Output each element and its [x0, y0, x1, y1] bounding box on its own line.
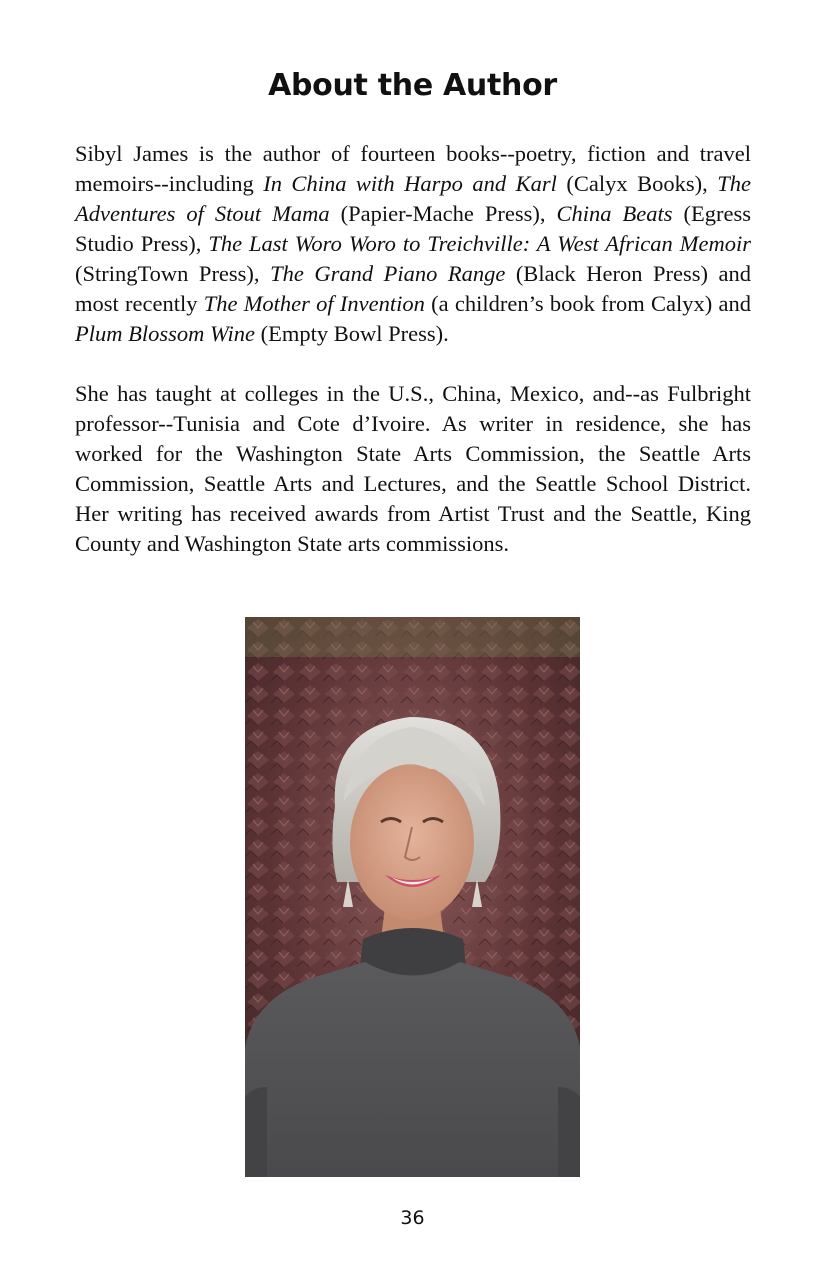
bio-text: (Calyx Books),: [556, 171, 718, 196]
author-bio-paragraph-2: She has taught at colleges in the U.S., China, Mexico, and--as Fulbright professor--Tunisia and Cote d’Ivoire. As writer in residence, she has worked for the Washington State Arts Commission, the Seattle Arts Commission, Seattle Arts and Lectures, and the Seattle School District. Her writing has received awards from Artist Trust and the Seattle, King County and Washington State arts commissions.: [75, 381, 751, 556]
author-photo: [245, 617, 580, 1177]
page-title: About the Author: [268, 68, 557, 103]
bio-text: (Empty Bowl Press).: [255, 321, 449, 346]
bio-text: (a children’s book from Calyx) and: [424, 291, 751, 316]
page-number: 36: [400, 1207, 425, 1229]
bio-text: (Egress Studio Press),: [75, 201, 751, 256]
book-title: The Last Woro Woro to Treichville: A West African Memoir: [208, 231, 751, 256]
bio-text: (StringTown Press),: [75, 261, 271, 286]
bio-text: Sibyl James is the author of fourteen books--poetry, fiction and travel memoirs--including: [75, 141, 751, 196]
book-title: Plum Blossom Wine: [75, 321, 255, 346]
author-bio-paragraph-1: [75, 139, 751, 349]
bio-text: (Papier-Mache Press),: [329, 201, 557, 226]
author-portrait-image: [245, 617, 580, 1177]
book-title: The Mother of Invention: [203, 291, 425, 316]
bio-text: (Black Heron Press) and most recently: [75, 261, 752, 316]
book-title: The Grand Piano Range: [270, 261, 506, 286]
book-title: China Beats: [556, 201, 673, 226]
book-title: The Adventures of Stout Mama: [75, 171, 751, 226]
book-title: In China with Harpo and Karl: [263, 171, 557, 196]
